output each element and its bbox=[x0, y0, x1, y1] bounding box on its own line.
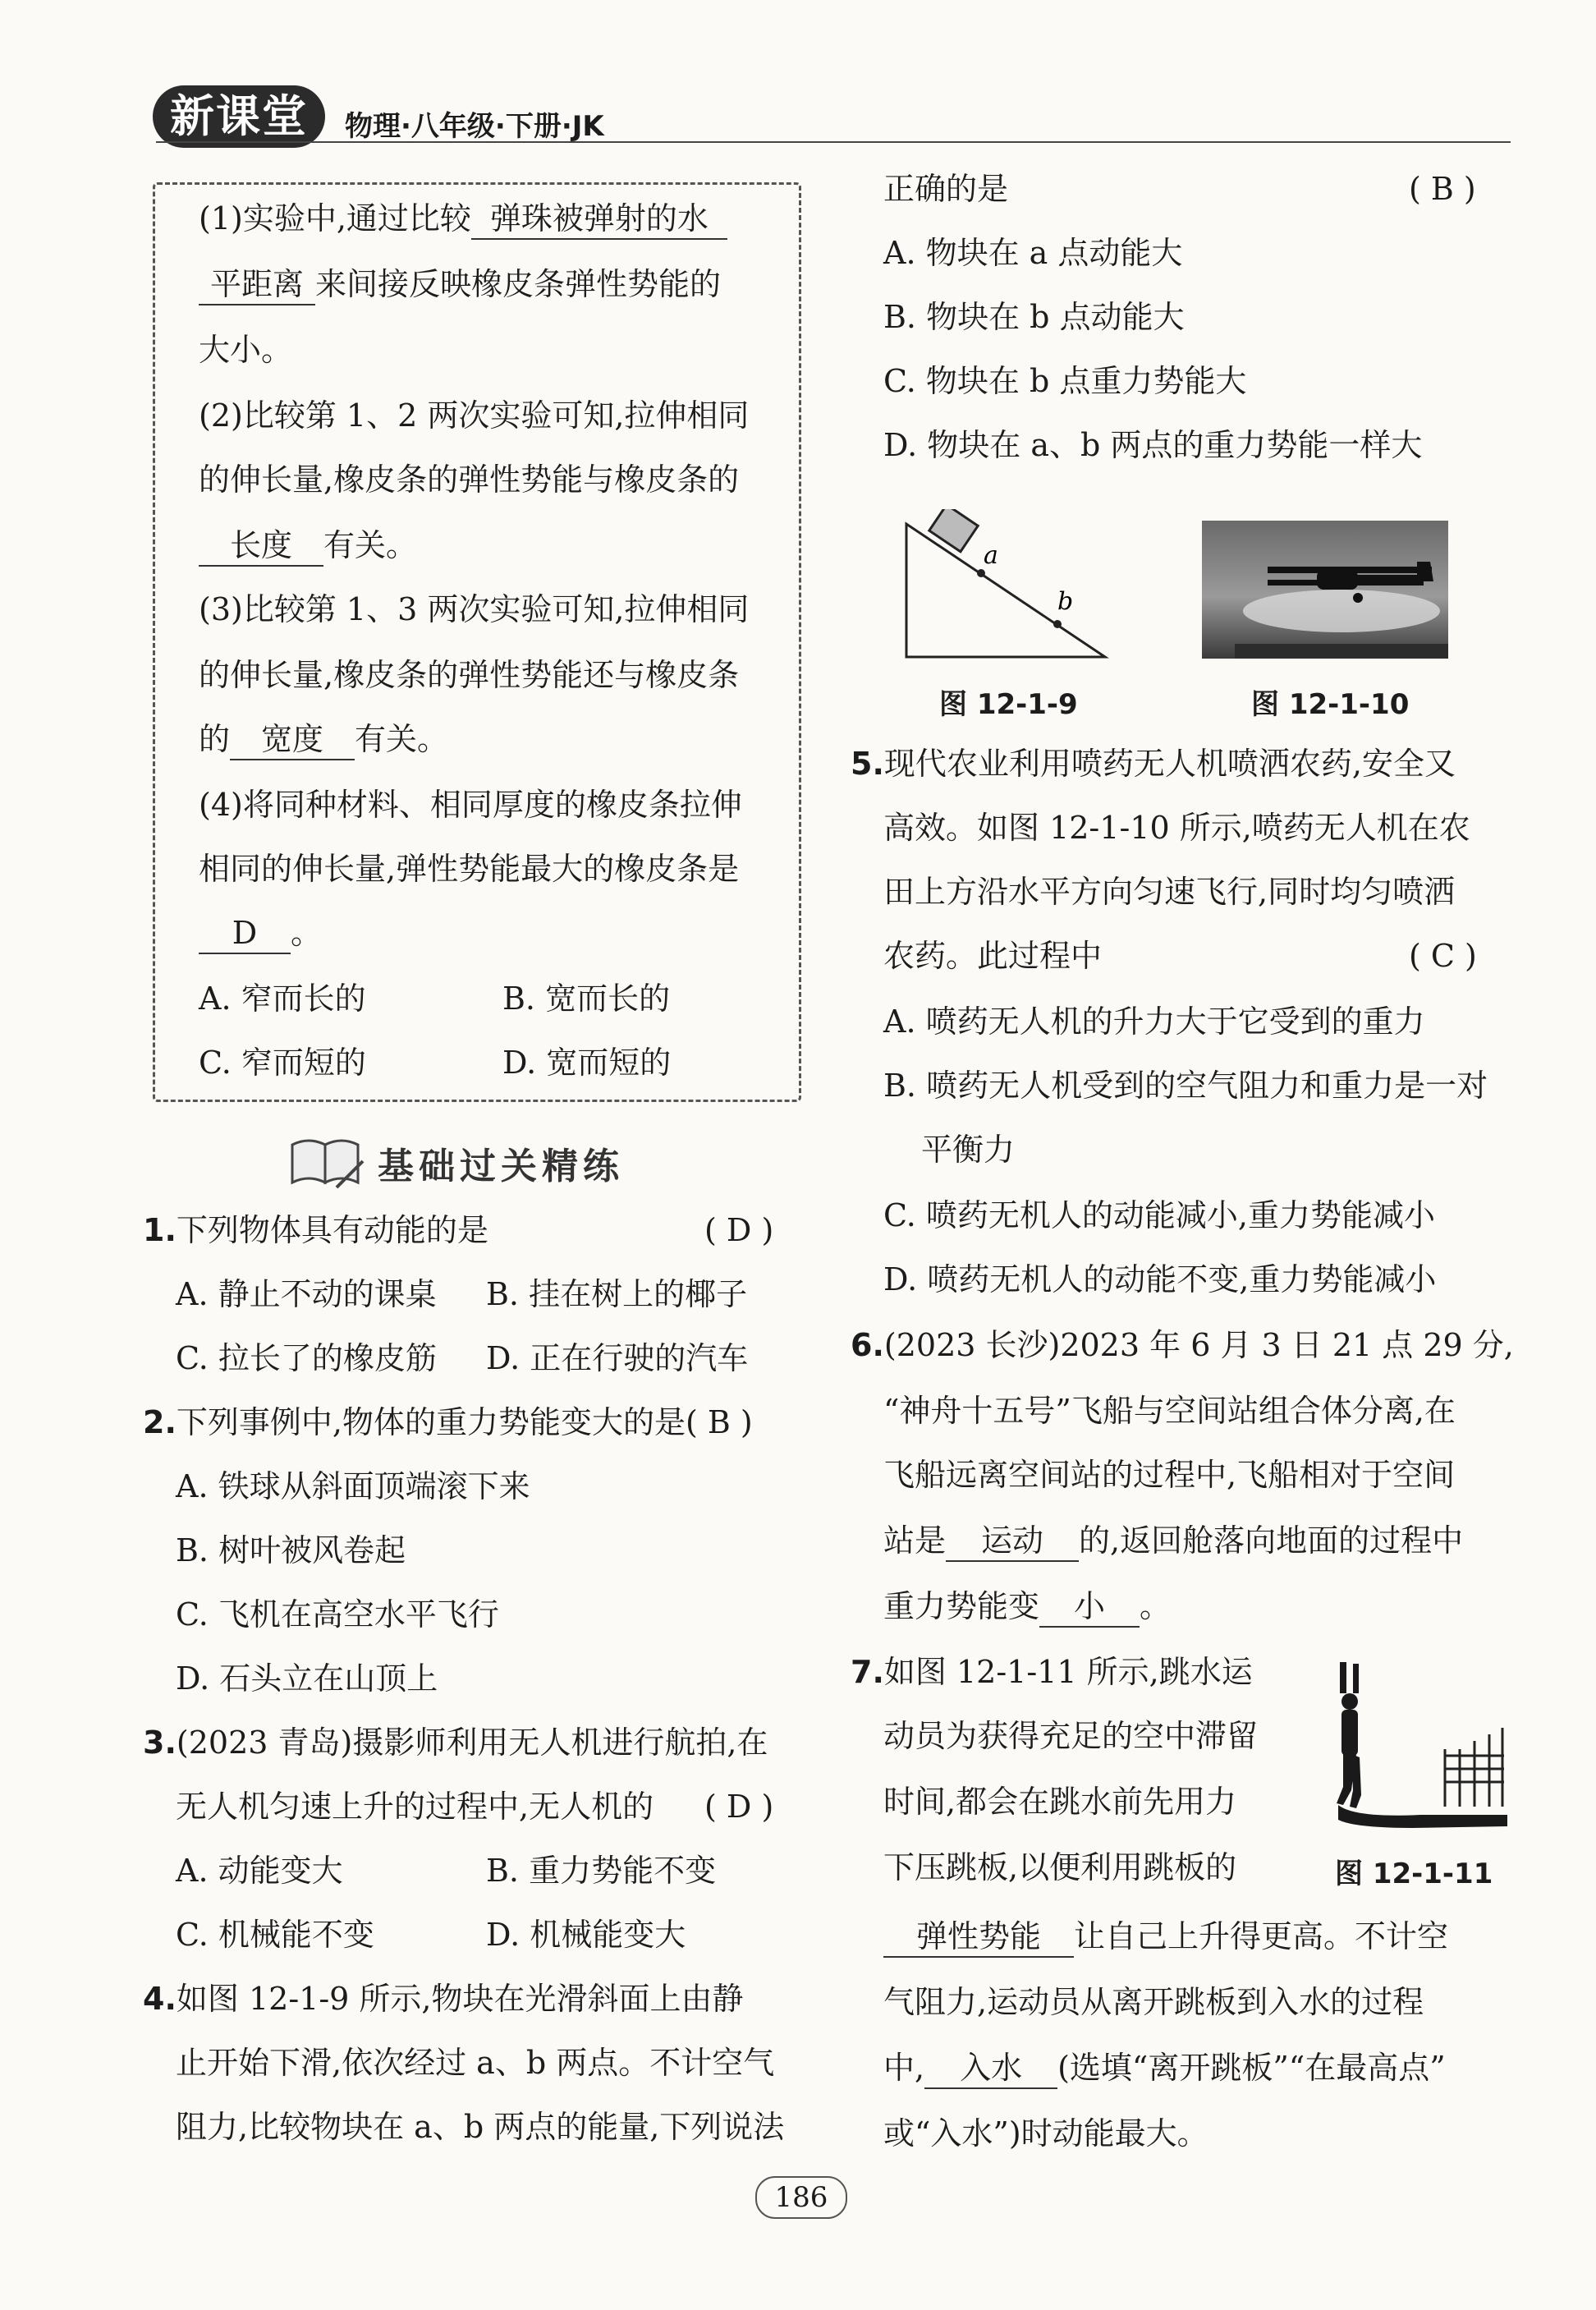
subject-title: 物理·八年级·下册·JK bbox=[345, 110, 604, 143]
q3-option-a: A. 动能变大 bbox=[176, 1853, 343, 1889]
q4-option-b: B. 物块在 b 点动能大 bbox=[883, 299, 1185, 335]
point-b-label: b bbox=[1057, 587, 1074, 616]
question-number: 2. bbox=[143, 1404, 177, 1440]
question-number: 4. bbox=[143, 1981, 177, 2017]
q1-option-c: C. 拉长了的橡皮筋 bbox=[176, 1340, 437, 1376]
answer-blank: 长度 bbox=[199, 526, 323, 567]
q4-option-c: C. 物块在 b 点重力势能大 bbox=[883, 363, 1247, 399]
q3-option-d: D. 机械能变大 bbox=[486, 1917, 686, 1953]
q5-stem-line1 bbox=[851, 744, 1456, 783]
text: (1)实验中,通过比较 bbox=[199, 200, 471, 237]
answer-blank: 入水 bbox=[924, 2048, 1057, 2089]
q2-option-c: C. 飞机在高空水平飞行 bbox=[176, 1596, 499, 1633]
book-icon bbox=[287, 1133, 366, 1191]
box-q4-line3 bbox=[199, 913, 322, 954]
question-number: 1. bbox=[143, 1212, 177, 1248]
q1-option-d: D. 正在行驶的汽车 bbox=[486, 1340, 749, 1376]
q3-stem-line1 bbox=[143, 1723, 768, 1762]
option-d: D. 宽而短的 bbox=[502, 1045, 672, 1081]
text: 现代农业利用喷药无人机喷洒农药,安全又 bbox=[883, 746, 1456, 782]
q2-option-b: B. 树叶被风卷起 bbox=[176, 1532, 406, 1568]
q6-stem-line2: “神舟十五号”飞船与空间站组合体分离,在 bbox=[883, 1393, 1456, 1429]
answer-blank: 弹珠被弹射的水 bbox=[471, 199, 727, 240]
q3-answer: ( D ) bbox=[704, 1789, 774, 1825]
text: (2023 长沙)2023 年 6 月 3 日 21 点 29 分, bbox=[883, 1327, 1514, 1363]
answer-blank: D bbox=[199, 913, 291, 954]
q2-stem bbox=[143, 1403, 753, 1442]
text: 。 bbox=[1140, 1588, 1172, 1624]
text: 下列物体具有动能的是 bbox=[176, 1212, 488, 1248]
text: 如图 12-1-9 所示,物块在光滑斜面上由静 bbox=[176, 1981, 744, 2017]
experiment-box bbox=[153, 182, 801, 1102]
q7-stem-line6: 气阻力,运动员从离开跳板到入水的过程 bbox=[883, 1984, 1424, 2020]
q5-option-b: B. 喷药无人机受到的空气阻力和重力是一对 bbox=[883, 1068, 1488, 1104]
figure-caption-9: 图 12-1-9 bbox=[939, 688, 1078, 721]
q7-stem-line5 bbox=[883, 1917, 1448, 1958]
q3-option-c: C. 机械能不变 bbox=[176, 1917, 374, 1953]
q5-option-c: C. 喷药无机人的动能减小,重力势能减小 bbox=[883, 1197, 1435, 1233]
q7-stem-line8: 或“入水”)时动能最大。 bbox=[883, 2115, 1208, 2152]
text: 有关。 bbox=[323, 527, 418, 563]
text: (选填“离开跳板”“在最高点” bbox=[1057, 2050, 1446, 2086]
text: 如图 12-1-11 所示,跳水运 bbox=[883, 1654, 1253, 1690]
answer-blank: 平距离 bbox=[199, 264, 315, 305]
box-q3-line2: 的伸长量,橡皮条的弹性势能还与橡皮条 bbox=[199, 657, 740, 693]
box-q4-line2: 相同的伸长量,弹性势能最大的橡皮条是 bbox=[199, 851, 740, 887]
text: 下列事例中,物体的重力势能变大的是 bbox=[176, 1404, 686, 1440]
question-number: 3. bbox=[143, 1724, 177, 1761]
brand-logo: 新课堂 bbox=[153, 85, 325, 148]
section-title: 基础过关精练 bbox=[378, 1146, 624, 1187]
q1-answer: ( D ) bbox=[704, 1212, 774, 1248]
q4-stem-line3: 阻力,比较物块在 a、b 两点的能量,下列说法 bbox=[176, 2109, 785, 2145]
q4-answer: ( B ) bbox=[1409, 171, 1476, 207]
box-q1-line1 bbox=[199, 199, 727, 240]
option-c: C. 窄而短的 bbox=[199, 1045, 366, 1081]
q6-stem-line3: 飞船远离空间站的过程中,飞船相对于空间 bbox=[883, 1457, 1456, 1493]
q6-stem-line1 bbox=[851, 1325, 1514, 1365]
q4-stem-line4: 正确的是 bbox=[883, 171, 1009, 207]
text: 中, bbox=[883, 2050, 925, 2086]
question-number: 7. bbox=[851, 1654, 884, 1690]
answer-blank: 运动 bbox=[946, 1521, 1079, 1562]
q4-stem-line1 bbox=[143, 1979, 744, 2018]
diver-figure bbox=[1322, 1659, 1507, 1839]
q7-stem-line2: 动员为获得充足的空中滞留 bbox=[883, 1718, 1259, 1754]
option-b: B. 宽而长的 bbox=[502, 980, 671, 1017]
option-a: A. 窄而长的 bbox=[199, 980, 366, 1017]
page-number: 186 bbox=[755, 2176, 847, 2219]
question-number: 5. bbox=[851, 746, 884, 782]
q5-option-a: A. 喷药无人机的升力大于它受到的重力 bbox=[883, 1003, 1425, 1040]
figure-caption-11: 图 12-1-11 bbox=[1335, 1858, 1493, 1890]
q4-stem-line2: 止开始下滑,依次经过 a、b 两点。不计空气 bbox=[176, 2045, 775, 2081]
header-rule bbox=[156, 141, 1511, 143]
text: 让自己上升得更高。不计空 bbox=[1074, 1918, 1449, 1954]
text: 站是 bbox=[883, 1522, 947, 1559]
text: (2023 青岛)摄影师利用无人机进行航拍,在 bbox=[176, 1724, 768, 1761]
text: 。 bbox=[291, 915, 323, 951]
q5-answer: ( C ) bbox=[1409, 938, 1477, 974]
section-heading bbox=[287, 1133, 624, 1187]
q7-stem-line3: 时间,都会在跳水前先用力 bbox=[883, 1784, 1237, 1820]
point-a-label: a bbox=[984, 541, 998, 570]
q4-option-a: A. 物块在 a 点动能大 bbox=[883, 235, 1183, 271]
box-q1-line3: 大小。 bbox=[199, 332, 293, 368]
q2-option-d: D. 石头立在山顶上 bbox=[176, 1660, 438, 1697]
q1-option-a: A. 静止不动的课桌 bbox=[176, 1276, 437, 1312]
box-q2-line1: (2)比较第 1、2 两次实验可知,拉伸相同 bbox=[199, 397, 750, 434]
q1-stem bbox=[143, 1210, 488, 1250]
answer-blank: 小 bbox=[1039, 1587, 1140, 1628]
box-q4-line1: (4)将同种材料、相同厚度的橡皮条拉伸 bbox=[199, 787, 742, 823]
box-q3-line3 bbox=[199, 719, 448, 760]
text: 重力势能变 bbox=[883, 1588, 1040, 1624]
text: 有关。 bbox=[355, 721, 449, 757]
crop-duster-photo bbox=[1202, 521, 1448, 659]
q1-option-b: B. 挂在树上的椰子 bbox=[486, 1276, 748, 1312]
q4-option-d: D. 物块在 a、b 两点的重力势能一样大 bbox=[883, 427, 1423, 463]
q6-stem-line5 bbox=[883, 1587, 1171, 1628]
answer-blank: 弹性势能 bbox=[883, 1917, 1074, 1958]
q7-stem-line4: 下压跳板,以便利用跳板的 bbox=[883, 1849, 1237, 1885]
q6-stem-line4 bbox=[883, 1521, 1463, 1562]
question-answer: ( B ) bbox=[685, 1404, 753, 1440]
figure-caption-10: 图 12-1-10 bbox=[1251, 688, 1410, 721]
box-q2-line2: 的伸长量,橡皮条的弹性势能与橡皮条的 bbox=[199, 462, 740, 498]
box-q1-line2 bbox=[199, 264, 721, 305]
answer-blank: 宽度 bbox=[230, 719, 355, 760]
text: 的 bbox=[199, 721, 231, 757]
q5-option-d: D. 喷药无机人的动能不变,重力势能减小 bbox=[883, 1261, 1437, 1297]
text: 的,返回舱落向地面的过程中 bbox=[1079, 1522, 1464, 1559]
q2-option-a: A. 铁球从斜面顶端滚下来 bbox=[176, 1468, 530, 1504]
q5-stem-line4: 农药。此过程中 bbox=[883, 938, 1103, 974]
q5-stem-line2: 高效。如图 12-1-10 所示,喷药无人机在农 bbox=[883, 810, 1470, 846]
box-q3-line1: (3)比较第 1、3 两次实验可知,拉伸相同 bbox=[199, 591, 750, 627]
q3-option-b: B. 重力势能不变 bbox=[486, 1853, 717, 1889]
q7-stem-line1 bbox=[851, 1652, 1253, 1692]
text: 来间接反映橡皮条弹性势能的 bbox=[315, 266, 722, 302]
incline-figure bbox=[895, 509, 1117, 665]
question-number: 6. bbox=[851, 1327, 884, 1363]
q5-stem-line3: 田上方沿水平方向匀速飞行,同时均匀喷洒 bbox=[883, 874, 1456, 910]
box-q2-line3 bbox=[199, 526, 417, 567]
q5-option-b-cont: 平衡力 bbox=[921, 1132, 1016, 1168]
q7-stem-line7 bbox=[883, 2048, 1446, 2089]
q3-stem-line2: 无人机匀速上升的过程中,无人机的 bbox=[176, 1789, 654, 1825]
